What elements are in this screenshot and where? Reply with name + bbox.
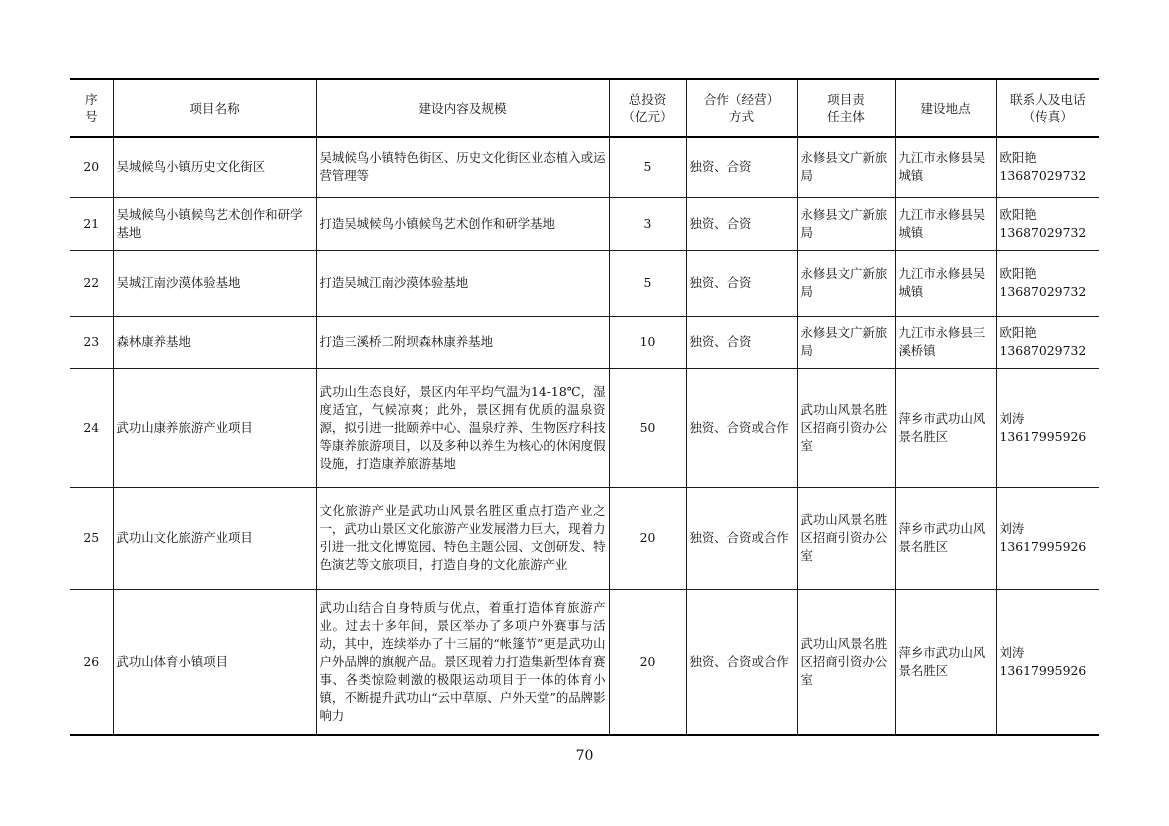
project-contact: [996, 137, 1099, 197]
table-row: [70, 137, 1099, 197]
header-name: 项目名称: [113, 79, 316, 137]
table-row: [70, 589, 1099, 735]
project-investment: 50: [609, 368, 686, 487]
project-investment: 10: [609, 316, 686, 368]
project-contact: [996, 368, 1099, 487]
contact-name: 欧阳艳: [999, 266, 1037, 281]
project-owner: 永修县文广新旅局: [797, 316, 895, 368]
page-number: 70: [575, 748, 594, 764]
table-row: [70, 368, 1099, 487]
project-table-container: [70, 78, 1099, 736]
project-location: 萍乡市武功山风景名胜区: [895, 589, 996, 735]
project-location: 九江市永修县吴城镇: [895, 250, 996, 316]
project-contact: [996, 487, 1099, 589]
project-owner: 永修县文广新旅局: [797, 137, 895, 197]
project-investment: 5: [609, 250, 686, 316]
project-mode: 独资、合资: [686, 316, 797, 368]
project-mode: 独资、合资: [686, 250, 797, 316]
project-owner: 永修县文广新旅局: [797, 197, 895, 250]
header-location: 建设地点: [895, 79, 996, 137]
project-location: 萍乡市武功山风景名胜区: [895, 487, 996, 589]
contact-name: 欧阳艳: [999, 325, 1037, 340]
project-mode: 独资、合资或合作: [686, 368, 797, 487]
contact-phone: 13617995926: [999, 662, 1087, 678]
project-owner: 武功山风景名胜区招商引资办公室: [797, 589, 895, 735]
project-content: 吴城候鸟小镇特色街区、历史文化街区业态植入或运营管理等: [316, 137, 609, 197]
project-investment: 20: [609, 589, 686, 735]
contact-phone: 13617995926: [999, 539, 1087, 554]
project-name: 森林康养基地: [113, 316, 316, 368]
contact-phone: 13687029732: [999, 284, 1087, 299]
contact-phone: 13687029732: [999, 343, 1087, 358]
project-location: 九江市永修县三溪桥镇: [895, 316, 996, 368]
header-content: 建设内容及规模: [316, 79, 609, 137]
project-owner: 武功山风景名胜区招商引资办公室: [797, 487, 895, 589]
header-no: 序 号: [70, 79, 113, 137]
project-contact: [996, 197, 1099, 250]
project-content: 武功山结合自身特质与优点，着重打造体育旅游产业。过去十多年间，景区举办了多项户外赛事与活动，其中，连续举办了十三届的“帐篷节”更是武功山户外品牌的旗舰产品。景区现着力打造集新型体育赛事、各类惊险刺激的极限运动项目于一体的体育小镇，不断提升武功山“云中草原、户外天堂”的品牌影响力: [316, 589, 609, 735]
row-number: 23: [70, 316, 113, 368]
project-name: 吴城江南沙漠体验基地: [113, 250, 316, 316]
header-owner: 项目责 任主体: [797, 79, 895, 137]
project-investment: 5: [609, 137, 686, 197]
project-table: [70, 78, 1099, 736]
project-contact: [996, 316, 1099, 368]
table-row: [70, 487, 1099, 589]
contact-phone: 13687029732: [999, 224, 1087, 240]
project-mode: 独资、合资: [686, 137, 797, 197]
project-location: 萍乡市武功山风景名胜区: [895, 368, 996, 487]
header-row: [70, 79, 1099, 137]
table-row: [70, 250, 1099, 316]
header-mode: 合作（经营） 方式: [686, 79, 797, 137]
project-investment: 20: [609, 487, 686, 589]
contact-name: 欧阳艳: [999, 206, 1037, 222]
project-name: 吴城候鸟小镇候鸟艺术创作和研学基地: [113, 197, 316, 250]
row-number: 24: [70, 368, 113, 487]
project-mode: 独资、合资或合作: [686, 589, 797, 735]
contact-name: 刘涛: [999, 410, 1025, 426]
project-content: 文化旅游产业是武功山风景名胜区重点打造产业之一，武功山景区文化旅游产业发展潜力巨大，现着力引进一批文化博览园、特色主题公园、文创研发、特色演艺等文旅项目，打造自身的文化旅游产业: [316, 487, 609, 589]
project-owner: 永修县文广新旅局: [797, 250, 895, 316]
header-contact: 联系人及电话 （传真）: [996, 79, 1099, 137]
project-contact: [996, 250, 1099, 316]
project-investment: 3: [609, 197, 686, 250]
project-name: 武功山文化旅游产业项目: [113, 487, 316, 589]
contact-phone: 13617995926: [999, 428, 1087, 444]
table-body: [70, 137, 1099, 735]
project-content: 打造三溪桥二附坝森林康养基地: [316, 316, 609, 368]
project-contact: [996, 589, 1099, 735]
project-name: 武功山体育小镇项目: [113, 589, 316, 735]
table-row: [70, 197, 1099, 250]
project-mode: 独资、合资或合作: [686, 487, 797, 589]
project-owner: 武功山风景名胜区招商引资办公室: [797, 368, 895, 487]
table-header: [70, 79, 1099, 137]
row-number: 25: [70, 487, 113, 589]
contact-phone: 13687029732: [999, 168, 1087, 184]
project-content: 打造吴城江南沙漠体验基地: [316, 250, 609, 316]
row-number: 20: [70, 137, 113, 197]
row-number: 21: [70, 197, 113, 250]
project-content: 武功山生态良好，景区内年平均气温为14-18℃，湿度适宜，气候凉爽；此外，景区拥有优质的温泉资源，拟引进一批颐养中心、温泉疗养、生物医疗科技等康养旅游项目，以及多种以养生为核心的休闲度假设施，打造康养旅游基地: [316, 368, 609, 487]
project-name: 武功山康养旅游产业项目: [113, 368, 316, 487]
header-investment: 总投资 （亿元）: [609, 79, 686, 137]
project-mode: 独资、合资: [686, 197, 797, 250]
project-location: 九江市永修县吴城镇: [895, 137, 996, 197]
contact-name: 欧阳艳: [999, 150, 1037, 166]
row-number: 22: [70, 250, 113, 316]
project-content: 打造吴城候鸟小镇候鸟艺术创作和研学基地: [316, 197, 609, 250]
contact-name: 刘涛: [999, 521, 1025, 536]
contact-name: 刘涛: [999, 644, 1025, 660]
project-name: 吴城候鸟小镇历史文化街区: [113, 137, 316, 197]
table-row: [70, 316, 1099, 368]
project-location: 九江市永修县吴城镇: [895, 197, 996, 250]
row-number: 26: [70, 589, 113, 735]
